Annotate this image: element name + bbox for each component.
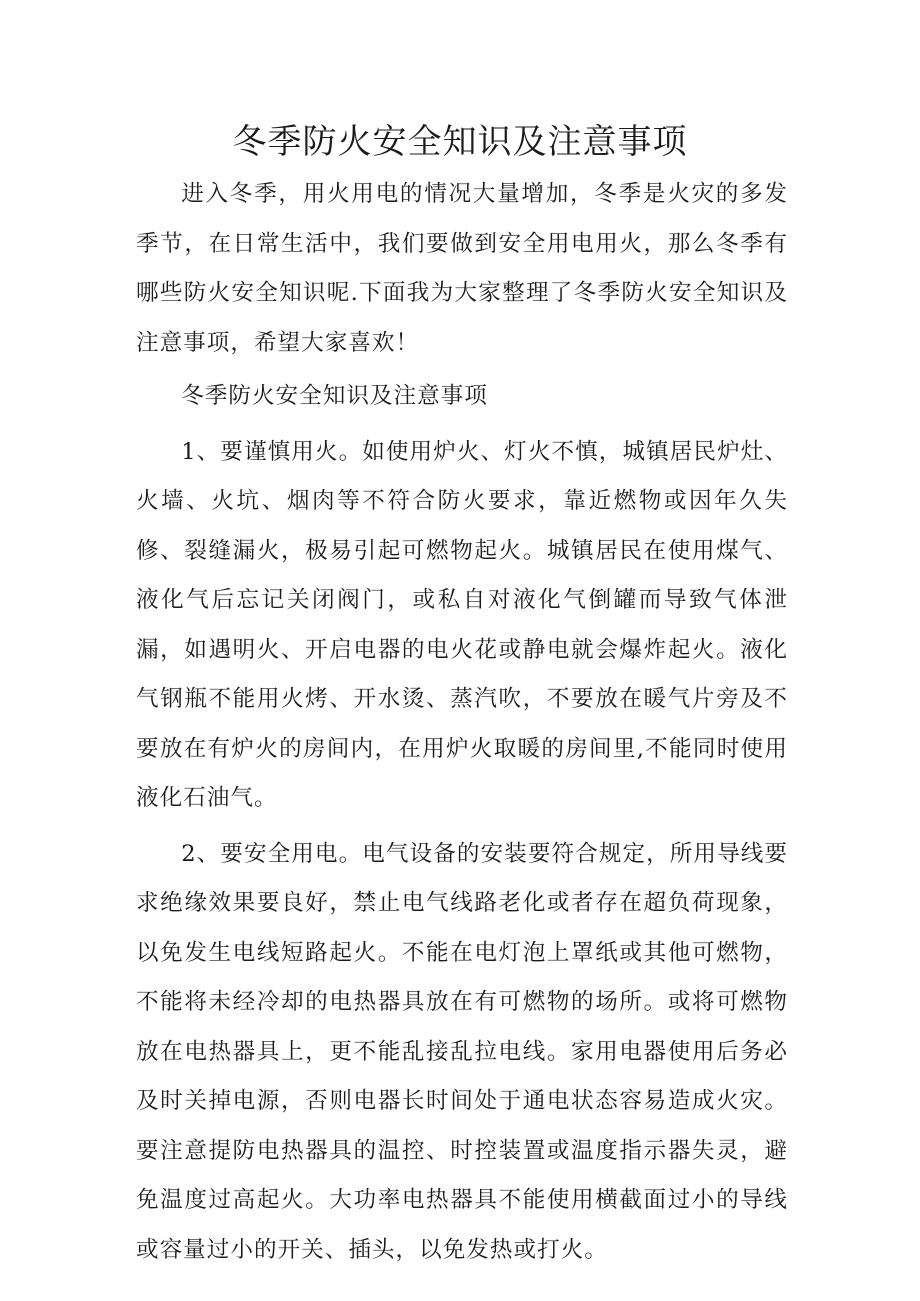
section-heading: 冬季防火安全知识及注意事项 [181,383,488,409]
document-body [136,170,788,1275]
document-title: 冬季防火安全知识及注意事项 [232,122,688,162]
item-1-paragraph: 1、要谨慎用火。如使用炉火、灯火不慎，城镇居民炉灶、火墙、火坑、烟肉等不符合防火要求，靠近燃物或因年久失修、裂缝漏火，极易引起可燃物起火。城镇居民在使用煤气、液化气后忘记关闭阀门，或私自对液化气倒罐而导致气体泄漏，如遇明火、开启电器的电火花或静电就会爆炸起火。液化气钢瓶不能用火烤、开水烫、蒸汽吹，不要放在暖气片旁及不要放在有炉火的房间内，在用炉火取暖的房间里,不能同时使用液化石油气。 [136,438,788,811]
intro-paragraph: 进入冬季，用火用电的情况大量增加，冬季是火灾的多发季节，在日常生活中，我们要做到安全用电用火，那么冬季有哪些防火安全知识呢.下面我为大家整理了冬季防火安全知识及注意事项，希望大家喜欢！ [136,181,788,356]
item-2-paragraph: 2、要安全用电。电气设备的安装要符合规定，所用导线要求绝缘效果要良好，禁止电气线路老化或者存在超负荷现象，以免发生电线短路起火。不能在电灯泡上罩纸或其他可燃物，不能将未经冷却的电热器具放在有可燃物的场所。或将可燃物放在电热器具上，更不能乱接乱拉电线。家用电器使用后务必及时关掉电源，否则电器长时间处于通电状态容易造成火灾。要注意提防电热器具的温控、时控装置或温度指示器失灵，避免温度过高起火。大功率电热器具不能使用横截面过小的导线或容量过小的开关、插头，以免发热或打火。 [136,840,788,1263]
